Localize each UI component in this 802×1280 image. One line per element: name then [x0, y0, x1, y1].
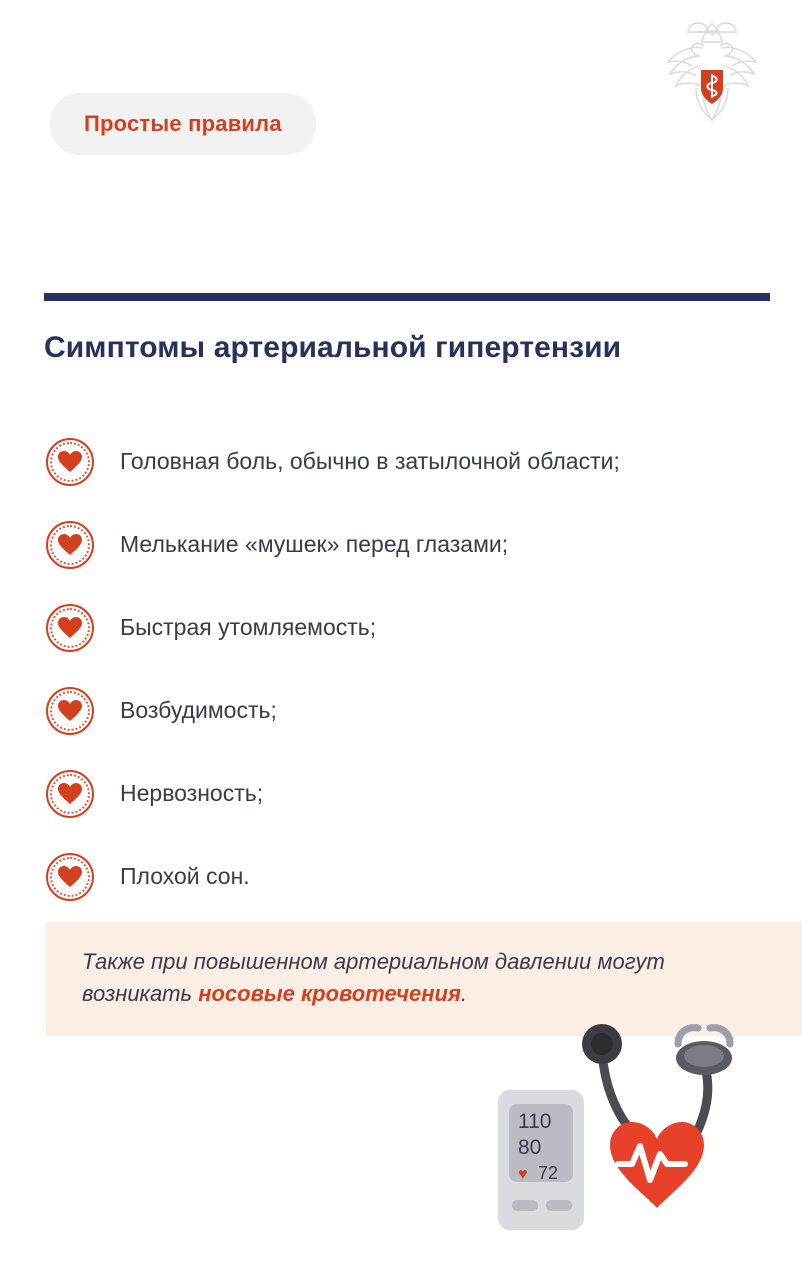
list-item	[46, 503, 786, 586]
list-item-label: Возбудимость;	[120, 696, 277, 723]
note-text	[82, 946, 770, 1010]
footer-strip	[0, 1254, 802, 1280]
list-item	[46, 586, 786, 669]
heart-icon	[46, 687, 94, 735]
list-item-label: Мелькание «мушек» перед глазами;	[120, 530, 509, 557]
heart-icon	[46, 604, 94, 652]
heart-icon	[46, 770, 94, 818]
list-item-label: Головная боль, обычно в затылочной области;	[120, 447, 620, 474]
note-text-after: .	[460, 980, 468, 1006]
medical-illustration	[482, 1012, 802, 1242]
list-item-label: Плохой сон.	[120, 862, 250, 889]
section-divider	[44, 293, 770, 301]
list-item-label: Быстрая утомляемость;	[120, 613, 377, 640]
page-title: Симптомы артериальной гипертензии	[44, 331, 622, 364]
reading-systolic: 110	[518, 1110, 552, 1133]
list-item	[46, 752, 786, 835]
pulse-heart-symbol: ♥	[518, 1166, 528, 1183]
russian-federation-coat-of-arms-icon	[652, 18, 772, 128]
heart-icon	[46, 521, 94, 569]
note-highlight: носовые кровотечения	[198, 980, 461, 1006]
list-item	[46, 835, 786, 918]
heart-icon	[46, 438, 94, 486]
heart-icon	[46, 853, 94, 901]
list-item	[46, 420, 786, 503]
symptom-list	[46, 420, 786, 918]
list-item	[46, 669, 786, 752]
reading-diastolic: 80	[518, 1136, 542, 1159]
list-item-label: Нервозность;	[120, 779, 264, 806]
note-text-before: Также при повышенном артериальном давлении могут возникать	[82, 949, 665, 1006]
badge-simple-rules: Простые правила	[50, 93, 316, 155]
reading-pulse: 72	[538, 1163, 559, 1183]
